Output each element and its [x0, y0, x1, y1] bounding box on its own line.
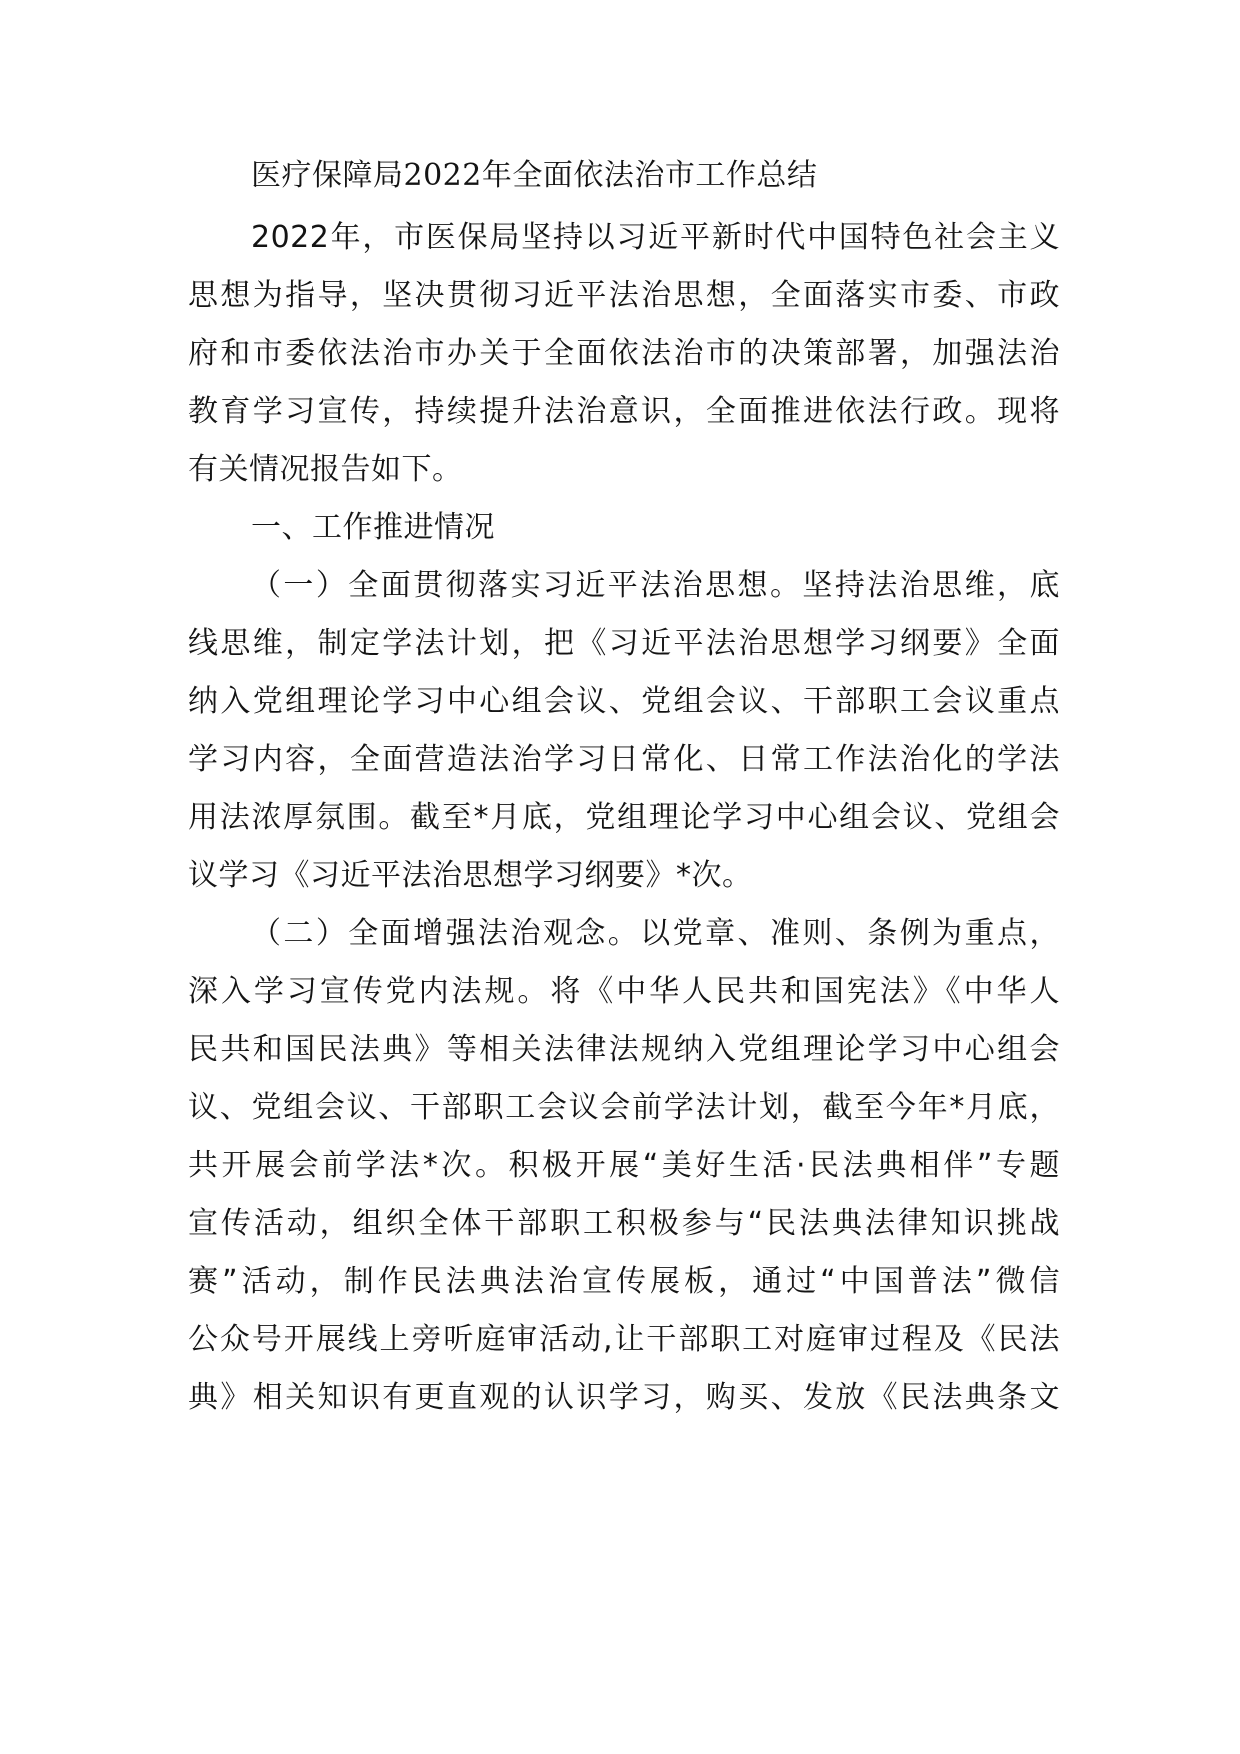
- subsection-2-line: 宣传活动，组织全体干部职工积极参与“民法典法律知识挑战: [188, 1206, 1060, 1241]
- subsection-2-line: 议、党组会议、干部职工会议会前学法计划，截至今年*月底，: [188, 1090, 1060, 1125]
- section-heading: 一、工作推进情况: [251, 510, 495, 545]
- document-title: 医疗保障局2022年全面依法治市工作总结: [251, 158, 818, 193]
- subsection-2-line: 民共和国民法典》等相关法律法规纳入党组理论学习中心组会: [188, 1032, 1060, 1067]
- subsection-2-line: 公众号开展线上旁听庭审活动,让干部职工对庭审过程及《民法: [188, 1322, 1060, 1357]
- subsection-2-line: （二）全面增强法治观念。以党章、准则、条例为重点，: [251, 916, 1060, 951]
- subsection-1-line: 用法浓厚氛围。截至*月底，党组理论学习中心组会议、党组会: [188, 800, 1060, 835]
- subsection-2-line: 典》相关知识有更直观的认识学习，购买、发放《民法典条文: [188, 1380, 1060, 1415]
- subsection-2-line: 赛”活动，制作民法典法治宣传展板，通过“中国普法”微信: [188, 1264, 1060, 1299]
- subsection-1-line: （一）全面贯彻落实习近平法治思想。坚持法治思维，底: [251, 568, 1060, 603]
- intro-paragraph-line: 教育学习宣传，持续提升法治意识，全面推进依法行政。现将: [188, 394, 1060, 429]
- subsection-2-line: 深入学习宣传党内法规。将《中华人民共和国宪法》《中华人: [188, 974, 1060, 1009]
- intro-paragraph-line: 思想为指导，坚决贯彻习近平法治思想，全面落实市委、市政: [188, 278, 1060, 313]
- subsection-2-line: 共开展会前学法*次。积极开展“美好生活·民法典相伴”专题: [188, 1148, 1060, 1183]
- subsection-1-line: 线思维，制定学法计划，把《习近平法治思想学习纲要》全面: [188, 626, 1060, 661]
- subsection-1-line: 纳入党组理论学习中心组会议、党组会议、干部职工会议重点: [188, 684, 1060, 719]
- intro-paragraph-line: 2022年，市医保局坚持以习近平新时代中国特色社会主义: [251, 220, 1060, 255]
- intro-paragraph-line: 府和市委依法治市办关于全面依法治市的决策部署，加强法治: [188, 336, 1060, 371]
- subsection-1-line: 议学习《习近平法治思想学习纲要》*次。: [188, 858, 753, 893]
- intro-paragraph-line: 有关情况报告如下。: [188, 452, 463, 487]
- subsection-1-line: 学习内容，全面营造法治学习日常化、日常工作法治化的学法: [188, 742, 1060, 777]
